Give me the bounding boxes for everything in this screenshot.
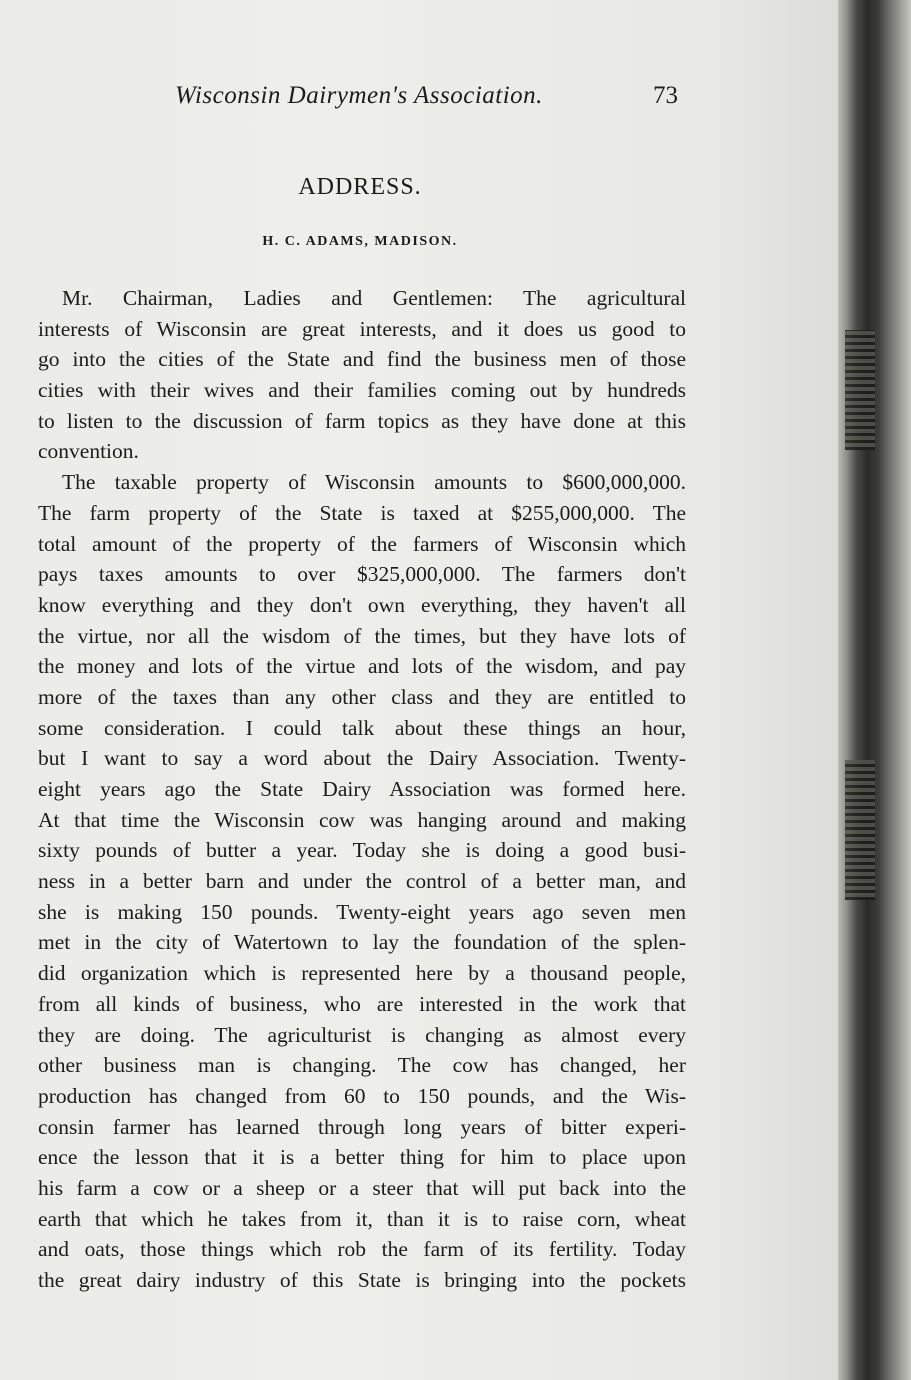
text-line: eight years ago the State Dairy Association was formed here.	[38, 777, 686, 801]
text-line: from all kinds of business, who are interested in the work that	[38, 991, 686, 1016]
text-line: ness in a better barn and under the control of a better man, and	[38, 869, 686, 894]
book-binding-edge	[838, 0, 911, 1380]
text-line: earth that which he takes from it, than it is to raise corn, wheat	[38, 1206, 686, 1231]
text-line: the money and lots of the virtue and lots of the wisdom, and pay	[38, 654, 686, 679]
running-head	[0, 82, 838, 122]
text-line: the virtue, nor all the wisdom of the times, but they have lots of	[38, 623, 686, 648]
text-line: Mr. Chairman, Ladies and Gentlemen: The agricultural	[62, 286, 686, 310]
text-line: total amount of the property of the farmers of Wisconsin which	[38, 531, 686, 556]
text-line: ence the lesson that it is a better thing for him to place upon	[38, 1145, 686, 1170]
text-line: did organization which is represented here by a thousand people,	[38, 961, 686, 986]
text-line: At that time the Wisconsin cow was hanging around and making	[38, 807, 686, 832]
text-line: consin farmer has learned through long years of bitter experi-	[38, 1114, 686, 1139]
text-line: more of the taxes than any other class and they are entitled to	[38, 684, 686, 709]
text-line: some consideration. I could talk about these things an hour,	[38, 715, 686, 740]
text-line: convention.	[38, 439, 139, 464]
text-line: they are doing. The agriculturist is changing as almost every	[38, 1022, 686, 1047]
text-line: pays taxes amounts to over $325,000,000. The farmers don't	[38, 562, 686, 587]
text-line: met in the city of Watertown to lay the foundation of the splen-	[38, 930, 686, 955]
author-byline: H. C. ADAMS, MADISON.	[262, 234, 458, 249]
text-line: she is making 150 pounds. Twenty-eight years ago seven men	[38, 899, 686, 924]
text-line: know everything and they don't own everything, they haven't all	[38, 592, 686, 617]
text-line: his farm a cow or a sheep or a steer that will put back into the	[38, 1175, 686, 1200]
binding-shadow-mark	[845, 330, 875, 450]
binding-shadow-mark	[845, 760, 875, 900]
text-line: the great dairy industry of this State is bringing into the pockets	[38, 1268, 686, 1292]
text-line: cities with their wives and their families coming out by hundreds	[38, 378, 686, 403]
section-heading: ADDRESS.	[298, 174, 422, 200]
text-line: The taxable property of Wisconsin amounts to $600,000,000.	[62, 470, 686, 495]
text-line: but I want to say a word about the Dairy Association. Twenty-	[38, 746, 686, 771]
text-line: sixty pounds of butter a year. Today she is doing a good busi-	[38, 838, 686, 863]
page-number: 73	[653, 82, 678, 109]
text-line: to listen to the discussion of farm topics as they have done at this	[38, 408, 686, 433]
running-head-title: Wisconsin Dairymen's Association.	[175, 82, 543, 109]
text-line: interests of Wisconsin are great interests, and it does us good to	[38, 316, 686, 341]
text-line: and oats, those things which rob the farm of its fertility. Today	[38, 1237, 686, 1262]
text-line: other business man is changing. The cow has changed, her	[38, 1053, 686, 1078]
text-line: The farm property of the State is taxed at $255,000,000. The	[38, 500, 686, 525]
text-line: go into the cities of the State and find the business men of those	[38, 347, 686, 372]
text-line: production has changed from 60 to 150 pounds, and the Wis-	[38, 1083, 686, 1108]
body-text	[38, 283, 686, 1296]
